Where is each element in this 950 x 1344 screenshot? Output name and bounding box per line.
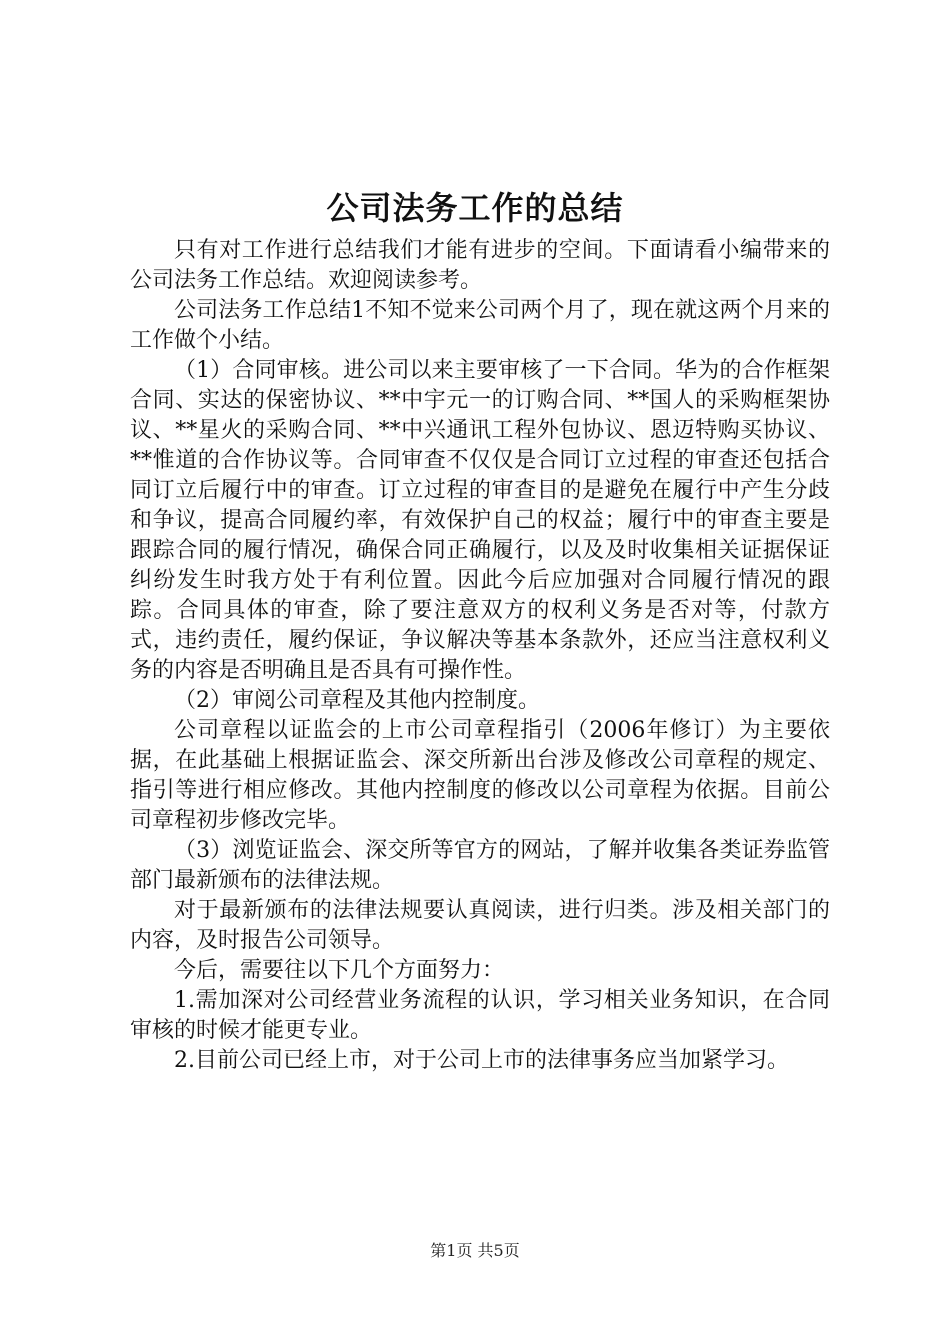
paragraph-summary-1: 公司法务工作总结1不知不觉来公司两个月了，现在就这两个月来的工作做个小结。 (130, 298, 830, 353)
paragraph-future-intro: 今后，需要往以下几个方面努力： (174, 958, 505, 983)
document-title: 公司法务工作的总结 (326, 189, 624, 227)
paragraph-articles-detail: 公司章程以证监会的上市公司章程指引（2006年修订）为主要依据，在此基础上根据证监会、深交所新出台涉及修改公司章程的规定、指引等进行相应修改。其他内控制度的修改以公司章程为依据。目前公司章程初步修改完毕。 (130, 718, 830, 833)
paragraph-future-item-1: 1.需加深对公司经营业务流程的认识，学习相关业务知识，在合同审核的时候才能更专业。 (130, 988, 830, 1043)
page-number-footer: 第1页 共5页 (430, 1241, 520, 1260)
paragraph-future-item-2: 2.目前公司已经上市，对于公司上市的法律事务应当加紧学习。 (174, 1048, 789, 1073)
paragraph-regulations-browse: （3）浏览证监会、深交所等官方的网站，了解并收集各类证券监管部门最新颁布的法律法规。 (130, 838, 830, 893)
paragraph-contract-review: （1）合同审核。进公司以来主要审核了一下合同。华为的合作框架合同、实达的保密协议、**中宇元一的订购合同、**国人的采购框架协议、**星火的采购合同、**中兴通讯工程外包协议、恩迈特购买协议、**惟道的合作协议等。合同审查不仅仅是合同订立过程的审查还包括合同订立后履行中的审查。订立过程的审查目的是避免在履行中产生分歧和争议，提高合同履约率，有效保护自己的权益；履行中的审查主要是跟踪合同的履行情况，确保合同正确履行，以及及时收集相关证据保证纠纷发生时我方处于有利位置。因此今后应加强对合同履行情况的跟踪。合同具体的审查，除了要注意双方的权利义务是否对等，付款方式，违约责任，履约保证，争议解决等基本条款外，还应当注意权利义务的内容是否明确且是否具有可操作性。 (130, 358, 830, 683)
document-body (130, 236, 830, 1076)
paragraph-intro: 只有对工作进行总结我们才能有进步的空间。下面请看小编带来的公司法务工作总结。欢迎阅读参考。 (130, 238, 830, 293)
paragraph-articles-review: （2）审阅公司章程及其他内控制度。 (174, 688, 540, 713)
paragraph-regulations-detail: 对于最新颁布的法律法规要认真阅读，进行归类。涉及相关部门的内容，及时报告公司领导。 (130, 898, 830, 953)
